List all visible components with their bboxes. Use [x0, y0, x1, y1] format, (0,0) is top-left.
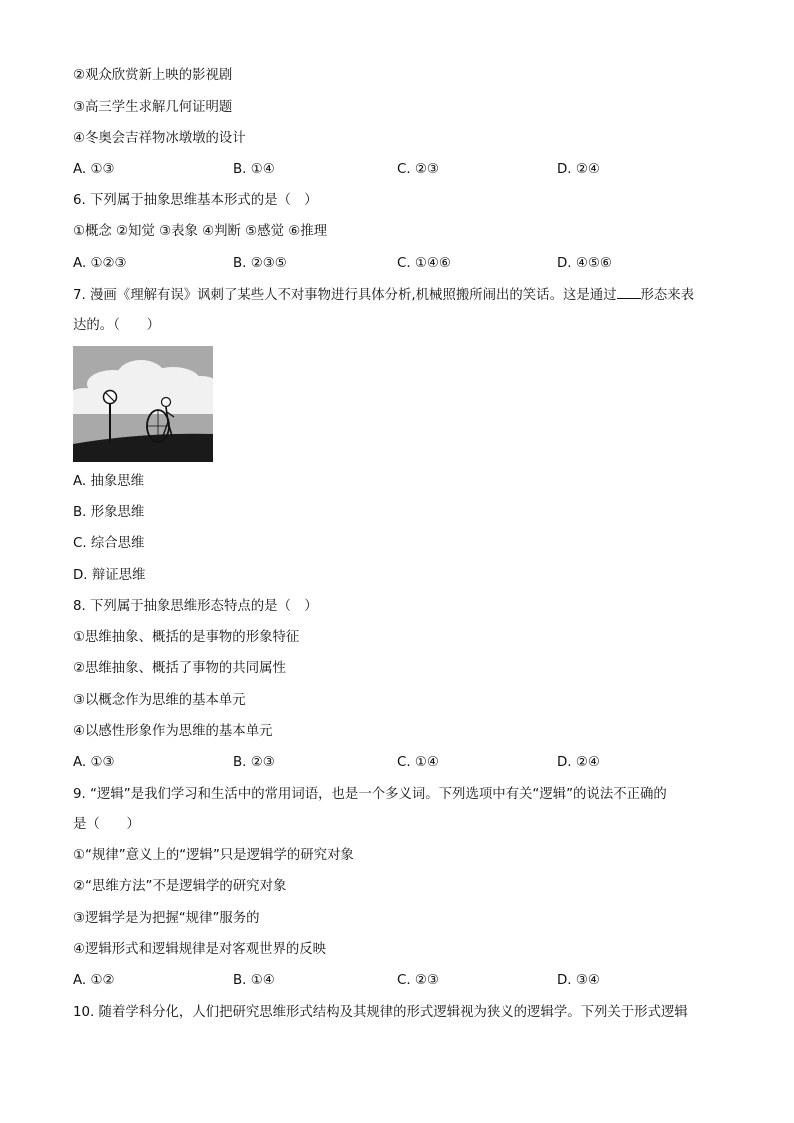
q8-option-c[interactable]: C. ①④: [397, 755, 439, 770]
q9-item-1: ①“规律”意义上的“逻辑”只是逻辑学的研究对象: [73, 848, 354, 863]
q8-item-1: ①思维抽象、概括的是事物的形象特征: [73, 630, 300, 645]
q5-option-d[interactable]: D. ②④: [557, 162, 600, 177]
cartoon-image: [73, 346, 213, 462]
q6-option-b[interactable]: B. ②③⑤: [233, 256, 287, 271]
q10-stem-line1: 10. 随着学科分化，人们把研究思维形式结构及其规律的形式逻辑视为狭义的逻辑学。下列关于形式逻辑: [73, 1005, 688, 1020]
q7-stem-part1: 7. 漫画《理解有误》讽刺了某些人不对事物进行具体分析,机械照搬所闹出的笑话。这是通过: [73, 288, 617, 303]
q8-options: [73, 753, 723, 773]
q6-stem: 6. 下列属于抽象思维基本形式的是（ ）: [73, 193, 318, 208]
q8-option-b[interactable]: B. ②③: [233, 755, 275, 770]
q8-item-4: ④以感性形象作为思维的基本单元: [73, 724, 273, 739]
q7-option-b[interactable]: B. 形象思维: [73, 505, 145, 520]
q7-option-c[interactable]: C. 综合思维: [73, 536, 145, 551]
q5-item-4: ④冬奥会吉祥物冰墩墩的设计: [73, 131, 246, 146]
q9-stem-line1: 9. “逻辑”是我们学习和生活中的常用词语，也是一个多义词。下列选项中有关“逻辑”的说法不正确的: [73, 787, 667, 802]
q9-option-d[interactable]: D. ③④: [557, 973, 600, 988]
q7-stem-part2: 形态来表: [640, 288, 695, 303]
q6-option-d[interactable]: D. ④⑤⑥: [557, 256, 612, 271]
q9-item-2: ②“思维方法”不是逻辑学的研究对象: [73, 879, 287, 894]
q6-option-a[interactable]: A. ①②③: [73, 256, 127, 271]
answer-blank: [617, 286, 641, 299]
q8-stem: 8. 下列属于抽象思维形态特点的是（ ）: [73, 599, 318, 614]
q8-item-3: ③以概念作为思维的基本单元: [73, 693, 246, 708]
q5-option-a[interactable]: A. ①③: [73, 162, 115, 177]
q6-items: ①概念 ②知觉 ③表象 ④判断 ⑤感觉 ⑥推理: [73, 224, 327, 239]
q8-item-2: ②思维抽象、概括了事物的共同属性: [73, 661, 286, 676]
q9-options: [73, 971, 723, 991]
q7-option-d[interactable]: D. 辩证思维: [73, 568, 146, 583]
q9-item-3: ③逻辑学是为把握“规律”服务的: [73, 911, 260, 926]
q7-stem-line1: [73, 286, 694, 306]
q5-item-2: ②观众欣赏新上映的影视剧: [73, 68, 233, 83]
q7-option-a[interactable]: A. 抽象思维: [73, 474, 144, 489]
q9-stem-line2: 是（ ）: [73, 817, 140, 832]
q5-item-3: ③高三学生求解几何证明题: [73, 100, 233, 115]
q9-item-4: ④逻辑形式和逻辑规律是对客观世界的反映: [73, 942, 327, 957]
q8-option-a[interactable]: A. ①③: [73, 755, 115, 770]
q8-option-d[interactable]: D. ②④: [557, 755, 600, 770]
q9-option-a[interactable]: A. ①②: [73, 973, 115, 988]
q6-options: [73, 254, 723, 274]
q5-option-b[interactable]: B. ①④: [233, 162, 275, 177]
q6-option-c[interactable]: C. ①④⑥: [397, 256, 451, 271]
q9-option-c[interactable]: C. ②③: [397, 973, 439, 988]
q5-options: [73, 160, 723, 180]
q7-stem-line2: 达的。（ ）: [73, 318, 161, 333]
q9-option-b[interactable]: B. ①④: [233, 973, 275, 988]
q5-option-c[interactable]: C. ②③: [397, 162, 439, 177]
